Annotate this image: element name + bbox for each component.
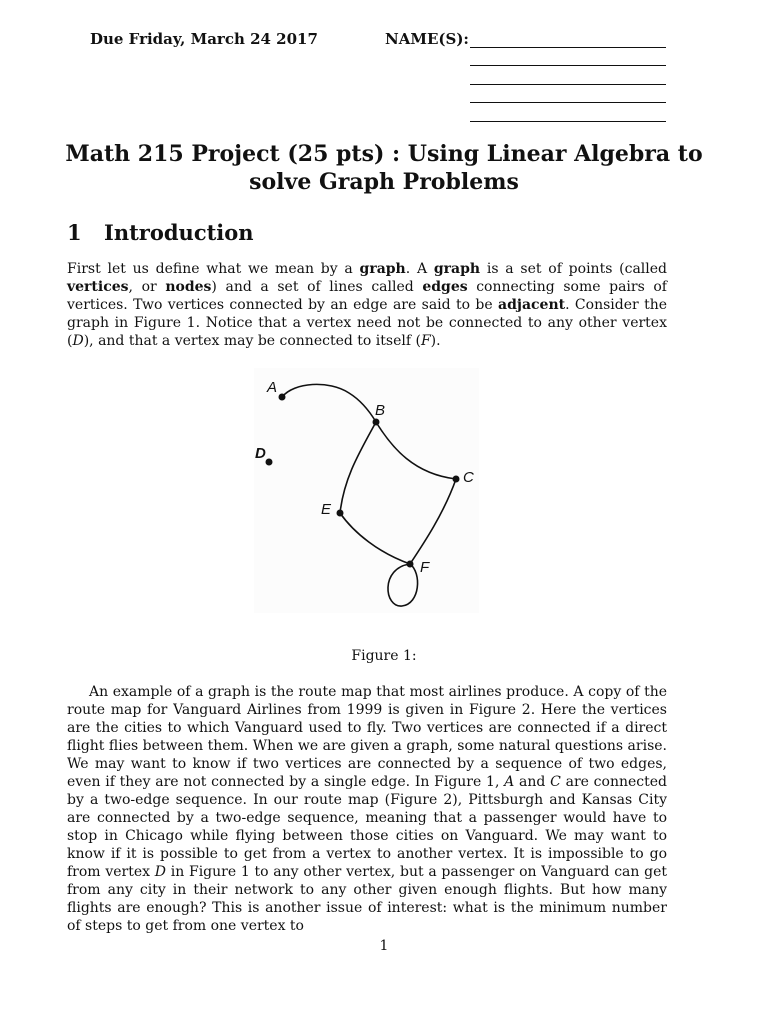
name-line-4: [470, 102, 666, 103]
vertex-label-b: B: [375, 402, 386, 419]
title-line-1: Math 215 Project (25 pts) : Using Linear Algebra to: [65, 141, 703, 167]
vertex-a: [279, 394, 286, 401]
vertex-f: [407, 561, 414, 568]
section-number: 1: [67, 220, 82, 245]
edge-b-c: [376, 422, 456, 479]
edge-b-e: [340, 422, 376, 513]
edge-e-f: [340, 513, 410, 564]
due-date: Due Friday, March 24 2017: [90, 30, 318, 48]
names-label: NAME(S):: [385, 30, 469, 48]
figure-caption: Figure 1:: [351, 648, 417, 664]
vertex-label-e: E: [321, 501, 332, 518]
page-number: 1: [379, 938, 389, 954]
section-heading: [67, 220, 254, 245]
name-line-2: [470, 65, 666, 66]
vertex-label-d: D: [255, 445, 266, 462]
name-line-1: [470, 47, 666, 48]
vertex-label-f: F: [420, 559, 430, 576]
title-line-2: solve Graph Problems: [249, 169, 519, 195]
vertex-d: [266, 459, 273, 466]
name-line-5: [470, 121, 666, 122]
vertex-label-a: A: [267, 379, 278, 396]
edge-c-f: [410, 479, 456, 564]
body-paragraph: An example of a graph is the route map that most airlines produce. A copy of the route map for Vanguard Airlines from 1999 is given in Figure 2. Here the vertices are the cities to which Vanguard used to fly. Two vertices are connected if a direct flight flies between them. When we are given a graph, some natural questions arise. We may want to know if two vertices are connected by a sequence of two edges, even if they are not connected by a single edge. In Figure 1, A and C are connected by a two-edge sequence. In our route map (Figure 2), Pittsburgh and Kansas City are connected by a two-edge sequence, meaning that a passenger would have to stop in Chicago while flying between those cities on Vanguard. We may want to know if it is possible to get from a vertex to another vertex. It is impossible to go from vertex D in Figure 1 to any other vertex, but a passenger on Vanguard can get from any city in their network to any other given enough flights. But how many flights are enough? This is another issue of interest: what is the minimum number of steps to get from one vertex to: [67, 684, 668, 934]
edge-f-loop: [388, 564, 418, 606]
vertex-e: [337, 510, 344, 517]
edge-a-b: [282, 384, 376, 422]
vertex-c: [453, 476, 460, 483]
intro-paragraph: First let us define what we mean by a graph. A graph is a set of points (called vertices, or nodes) and a set of lines called edges connecting some pairs of vertices. Two vertices connected by an edge are said to be adjacent. Consider the graph in Figure 1. Notice that a vertex need not be connected to any other vertex (D), and that a vertex may be connected to itself (F).: [67, 261, 668, 349]
graph-diagram: [254, 368, 479, 613]
vertex-label-c: C: [463, 469, 474, 486]
document-title: [60, 140, 708, 196]
graph-figure: [254, 368, 479, 613]
name-line-3: [470, 84, 666, 85]
vertex-b: [373, 419, 380, 426]
section-title: Introduction: [104, 220, 254, 245]
